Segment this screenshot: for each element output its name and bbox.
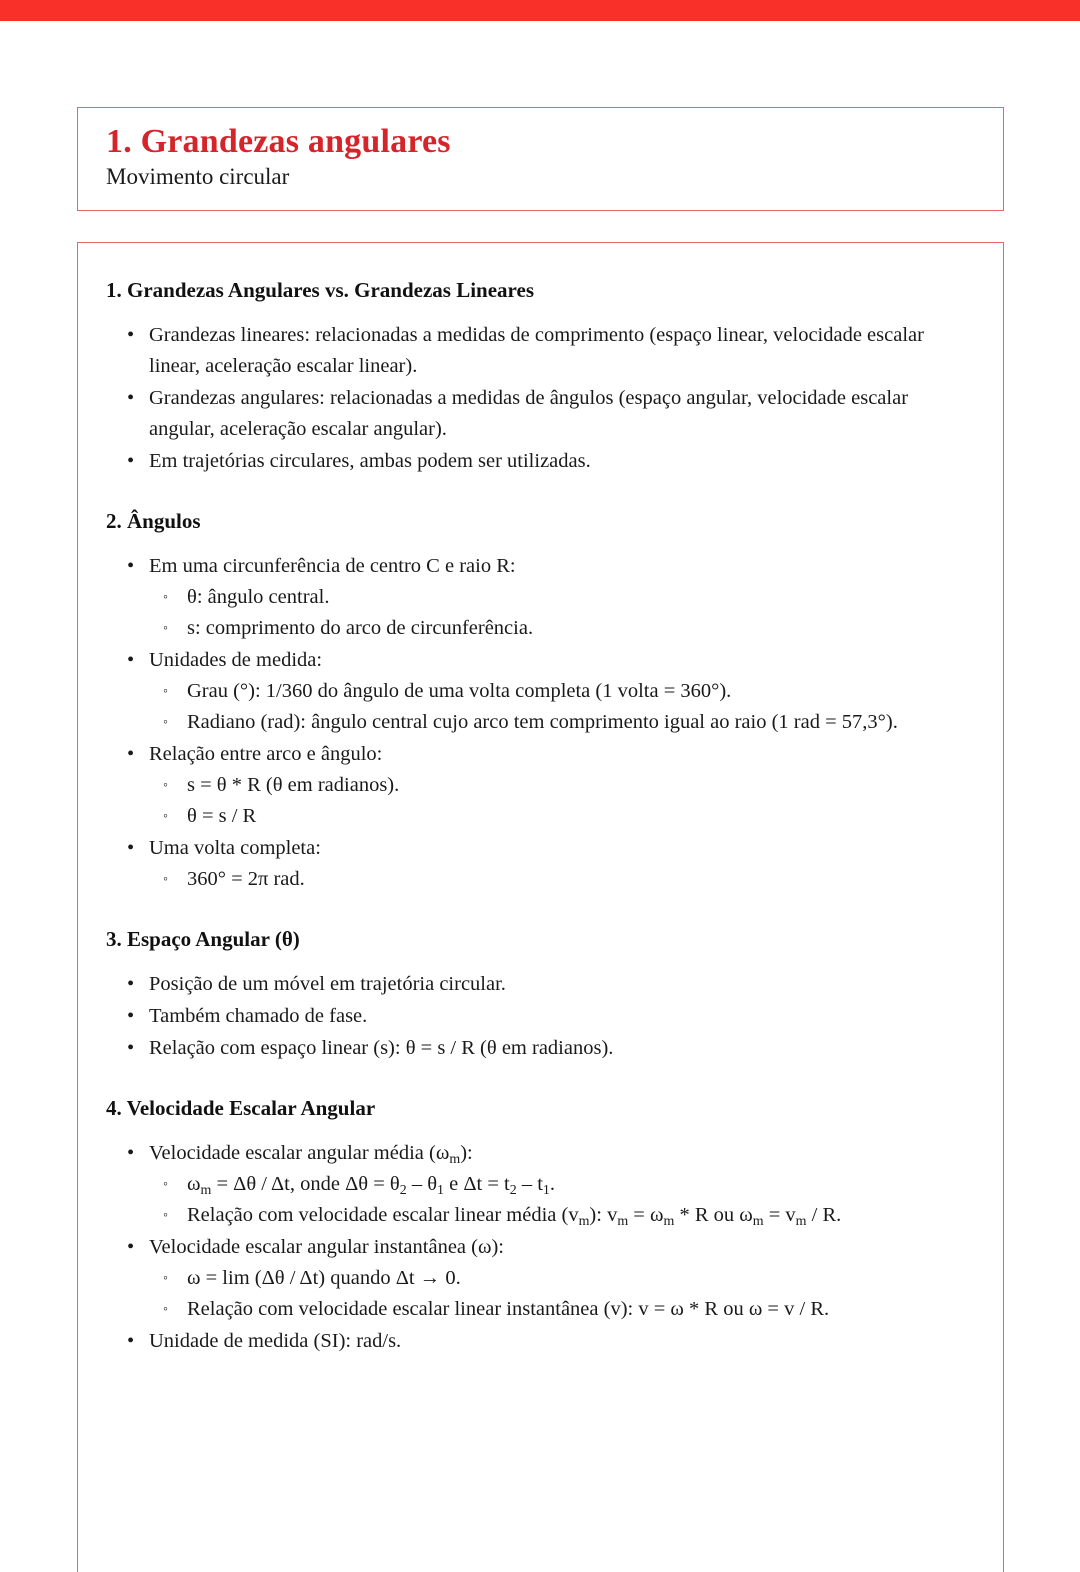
sub-list-item — [149, 1169, 977, 1200]
list-item-text: Velocidade escalar angular instantânea (ω): — [149, 1236, 504, 1258]
sub-bullet-list — [149, 1263, 977, 1325]
list-item — [106, 1138, 977, 1231]
list-item — [106, 1033, 977, 1064]
sub-list-item — [149, 676, 977, 707]
list-item-text: Relação com espaço linear (s): θ = s / R (θ em radianos). — [149, 1037, 614, 1059]
list-item — [106, 1001, 977, 1032]
sub-bullet-list — [149, 1169, 977, 1231]
bullet-circle-icon: ◦ — [163, 809, 168, 824]
bullet-circle-icon: ◦ — [163, 684, 168, 699]
content-box — [77, 242, 1004, 1572]
bullet-circle-icon: ◦ — [163, 590, 168, 605]
section-heading: 2. Ângulos — [106, 509, 201, 533]
title-box-inner — [78, 108, 1003, 191]
list-item-text: 360° = 2π rad. — [187, 868, 305, 890]
sub-list-item — [149, 707, 977, 738]
list-item-text: s: comprimento do arco de circunferência. — [187, 617, 534, 639]
sub-list-item — [149, 1263, 977, 1294]
list-item-text: Grau (°): 1/360 do ângulo de uma volta completa (1 volta = 360°). — [187, 680, 732, 702]
bullet-circle-icon: ◦ — [163, 621, 168, 636]
list-item-text: Relação com velocidade escalar linear instantânea (v): v = ω * R ou ω = v / R. — [187, 1298, 830, 1320]
list-item-text: Posição de um móvel em trajetória circular. — [149, 973, 506, 995]
page-title: 1. Grandezas angulares — [106, 123, 451, 160]
list-item-text: Uma volta completa: — [149, 837, 321, 859]
page-subtitle: Movimento circular — [106, 164, 290, 189]
list-item-text: Unidade de medida (SI): rad/s. — [149, 1330, 402, 1352]
bullet-disc-icon: • — [127, 837, 135, 859]
list-item — [106, 320, 977, 382]
bullet-list — [106, 320, 977, 477]
sub-list-item — [149, 1294, 977, 1325]
list-item-text: Velocidade escalar angular média $(\omega_m)$: — [149, 1142, 473, 1167]
bullet-disc-icon: • — [127, 387, 135, 409]
sub-list-item — [149, 613, 977, 644]
bullet-disc-icon: • — [127, 324, 135, 346]
sub-list-item — [149, 801, 977, 832]
bullet-circle-icon: ◦ — [163, 1208, 168, 1223]
list-item-text: Radiano (rad): ângulo central cujo arco tem comprimento igual ao raio (1 rad = 57,3°). — [187, 711, 898, 733]
sub-bullet-list — [149, 864, 977, 895]
bullet-circle-icon: ◦ — [163, 715, 168, 730]
bullet-circle-icon: ◦ — [163, 1271, 168, 1286]
bullet-disc-icon: • — [127, 555, 135, 577]
bullet-disc-icon: • — [127, 450, 135, 472]
bullet-disc-icon: • — [127, 1236, 135, 1258]
bullet-disc-icon: • — [127, 973, 135, 995]
list-item — [106, 833, 977, 895]
top-red-band — [0, 0, 1080, 21]
sub-list-item — [149, 770, 977, 801]
list-item-text: s = θ * R (θ em radianos). — [187, 774, 400, 796]
list-item — [106, 969, 977, 1000]
list-item-text: Relação entre arco e ângulo: — [149, 743, 383, 765]
sub-list-item — [149, 864, 977, 895]
bullet-circle-icon: ◦ — [163, 872, 168, 887]
list-item-text: Grandezas lineares: relacionadas a medidas de comprimento (espaço linear, velocidade escalar linear, aceleração escalar linear). — [149, 324, 924, 377]
list-item-text: θ = s / R — [187, 805, 257, 827]
list-item — [106, 383, 977, 445]
bullet-list — [106, 1138, 977, 1357]
section-heading: 4. Velocidade Escalar Angular — [106, 1096, 376, 1120]
list-item — [106, 551, 977, 644]
list-item — [106, 739, 977, 832]
bullet-list — [106, 969, 977, 1064]
sub-bullet-list — [149, 676, 977, 738]
list-item-text: ω = lim (Δθ / Δt) quando Δt → 0. — [187, 1267, 461, 1289]
section-heading: 1. Grandezas Angulares vs. Grandezas Lineares — [106, 278, 534, 302]
bullet-disc-icon: • — [127, 1037, 135, 1059]
sub-list-item — [149, 582, 977, 613]
list-item — [106, 645, 977, 738]
bullet-list — [106, 551, 977, 895]
title-box — [77, 107, 1004, 211]
list-item-text: Em trajetórias circulares, ambas podem ser utilizadas. — [149, 450, 591, 472]
bullet-circle-icon: ◦ — [163, 1302, 168, 1317]
bullet-circle-icon: ◦ — [163, 778, 168, 793]
list-item — [106, 1232, 977, 1325]
list-item-text: θ: ângulo central. — [187, 586, 330, 608]
list-item — [106, 1326, 977, 1357]
list-item-text: Unidades de medida: — [149, 649, 323, 671]
bullet-disc-icon: • — [127, 1330, 135, 1352]
bullet-disc-icon: • — [127, 1142, 135, 1164]
list-item-text: Relação com velocidade escalar linear média $(v_m)$: $v_m = \omega_m * R$ ou $\omega_m = v_m / R$. — [187, 1204, 842, 1229]
bullet-disc-icon: • — [127, 743, 135, 765]
bullet-disc-icon: • — [127, 649, 135, 671]
sub-bullet-list — [149, 770, 977, 832]
list-item — [106, 446, 977, 477]
bullet-disc-icon: • — [127, 1005, 135, 1027]
list-item-text: Também chamado de fase. — [149, 1005, 368, 1027]
sub-list-item — [149, 1200, 977, 1231]
section-heading: 3. Espaço Angular (θ) — [106, 927, 300, 951]
list-item-text: Em uma circunferência de centro C e raio R: — [149, 555, 516, 577]
list-item-text: $\omega_m = \Delta\theta / \Delta t$, onde $\Delta\theta = \theta_2 - \theta_1$ e $\Delta t = t_2 - t_1$. — [187, 1173, 555, 1198]
list-item-text: Grandezas angulares: relacionadas a medidas de ângulos (espaço angular, velocidade escalar angular, aceleração escalar angular). — [149, 387, 909, 440]
sub-bullet-list — [149, 582, 977, 644]
bullet-circle-icon: ◦ — [163, 1177, 168, 1192]
content-body — [78, 243, 1003, 1357]
